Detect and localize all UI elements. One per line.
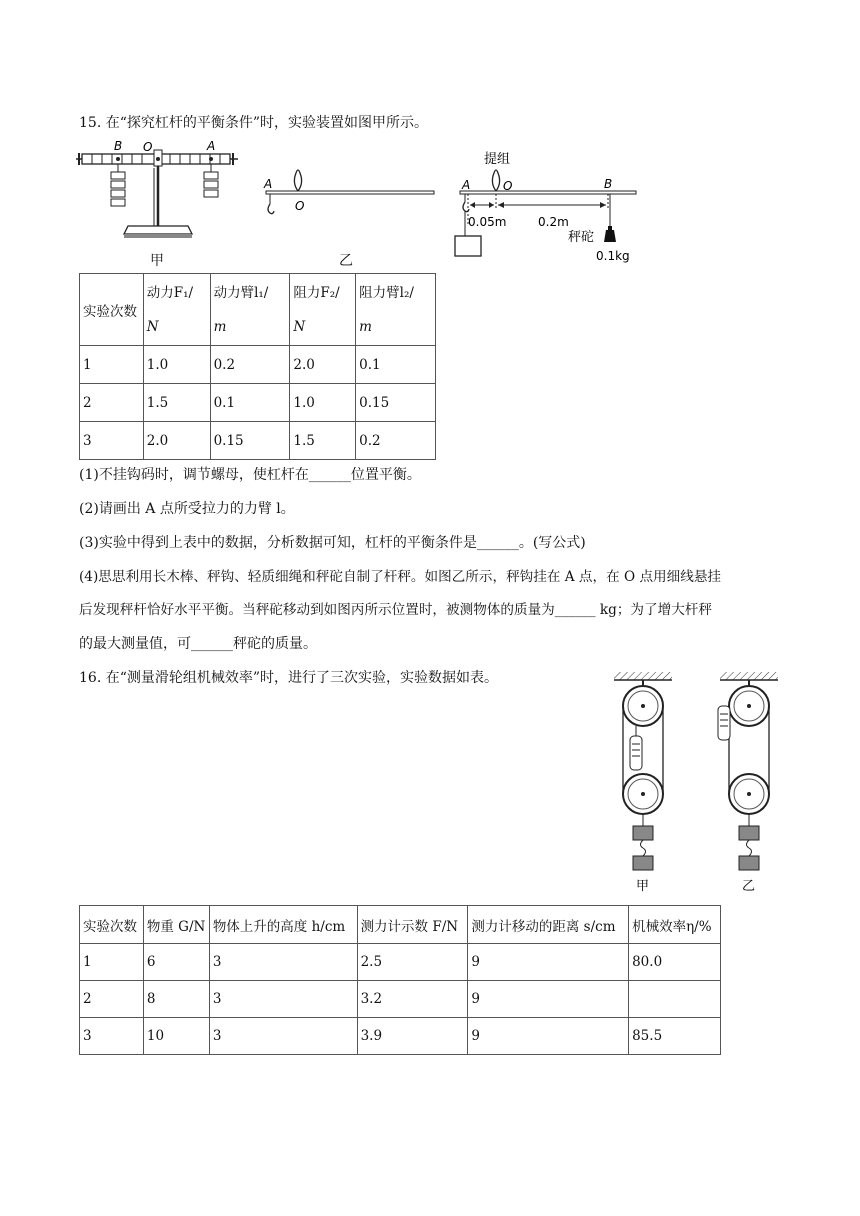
table-cell: 2 xyxy=(80,981,144,1018)
table-header-row xyxy=(80,274,436,346)
distance-label-1: 0.05m xyxy=(468,215,507,229)
distance-label-2: 0.2m xyxy=(538,215,569,229)
table-cell: 1.0 xyxy=(143,346,210,384)
fig-jia-label: 甲 xyxy=(150,253,164,269)
svg-text:O: O xyxy=(295,199,305,213)
pulley-yi xyxy=(718,672,778,894)
label-O: O xyxy=(143,140,153,154)
table-cell xyxy=(629,981,721,1018)
header-cell: 实验次数 xyxy=(80,906,144,944)
header-cell: 机械效率η/% xyxy=(629,906,721,944)
q15-intro: 15. 在“探究杠杆的平衡条件”时，实验装置如图甲所示。 xyxy=(79,115,429,131)
pulley-yi-label: 乙 xyxy=(742,879,756,894)
q16-intro: 16. 在“测量滑轮组机械效率”时，进行了三次实验，实验数据如表。 xyxy=(79,670,499,686)
table-cell: 6 xyxy=(143,944,209,981)
table-cell: 1.5 xyxy=(290,422,356,460)
pulley-data-table xyxy=(79,905,721,1055)
table-cell: 1 xyxy=(80,944,144,981)
fig-yi-label: 乙 xyxy=(339,253,353,269)
table-cell: 1.5 xyxy=(143,384,210,422)
table-row xyxy=(80,384,436,422)
pulley-jia xyxy=(614,672,672,894)
table-cell: 3 xyxy=(209,981,357,1018)
label-B: B xyxy=(114,139,123,153)
table-cell: 2.5 xyxy=(357,944,468,981)
header-cell: 测力计示数 F/N xyxy=(357,906,468,944)
label-A: A xyxy=(207,139,216,153)
q15-sub1: (1)不挂钩码时，调节螺母，使杠杆在______位置平衡。 xyxy=(79,467,421,483)
lever-apparatus-figure xyxy=(76,138,241,246)
table-cell: 2.0 xyxy=(290,346,356,384)
table-cell: 0.15 xyxy=(356,384,436,422)
table-row xyxy=(80,1018,721,1055)
tizu-label: 提组 xyxy=(484,152,511,167)
svg-text:A: A xyxy=(264,177,273,191)
header-cell: 物重 G/N xyxy=(143,906,209,944)
table-row xyxy=(80,422,436,460)
table-cell: 10 xyxy=(143,1018,209,1055)
table-cell: 3.2 xyxy=(357,981,468,1018)
header-cell: 测力计移动的距离 s/cm xyxy=(468,906,629,944)
table-row xyxy=(80,981,721,1018)
table-cell: 0.15 xyxy=(210,422,290,460)
chengtuo-label: 秤砣 xyxy=(568,230,595,245)
table-cell: 3.9 xyxy=(357,1018,468,1055)
table-cell: 3 xyxy=(80,1018,144,1055)
q15-sub2: (2)请画出 A 点所受拉力的力臂 l。 xyxy=(79,501,295,517)
table-cell: 0.2 xyxy=(210,346,290,384)
table-cell: 80.0 xyxy=(629,944,721,981)
table-row xyxy=(80,346,436,384)
header-cell: 动力臂l₁/ m xyxy=(210,274,290,346)
table-cell: 0.1 xyxy=(210,384,290,422)
table-cell: 0.2 xyxy=(356,422,436,460)
table-cell: 3 xyxy=(80,422,144,460)
table-cell: 8 xyxy=(143,981,209,1018)
pulley-system-figure xyxy=(612,666,784,898)
table-cell: 1 xyxy=(80,346,144,384)
svg-text:B: B xyxy=(604,177,613,191)
table-cell: 1.0 xyxy=(290,384,356,422)
svg-text:A: A xyxy=(462,178,471,192)
table-cell: 3 xyxy=(209,1018,357,1055)
lever-data-table xyxy=(79,273,436,460)
svg-text:O: O xyxy=(503,179,513,193)
header-cell: 阻力F₂/ N xyxy=(290,274,356,346)
q15-sub4-line3: 的最大测量值，可______秤砣的质量。 xyxy=(79,636,317,652)
header-cell: 阻力臂l₂/ m xyxy=(356,274,436,346)
steelyard-measuring-figure xyxy=(450,148,645,266)
table-cell: 9 xyxy=(468,944,629,981)
table-cell: 2 xyxy=(80,384,144,422)
mass-label: 0.1kg xyxy=(596,249,630,263)
pulley-jia-label: 甲 xyxy=(636,879,650,894)
header-cell: 物体上升的高度 h/cm xyxy=(209,906,357,944)
table-row xyxy=(80,944,721,981)
table-header-row xyxy=(80,906,721,944)
table-cell: 9 xyxy=(468,1018,629,1055)
table-cell: 9 xyxy=(468,981,629,1018)
q15-sub3: (3)实验中得到上表中的数据，分析数据可知，杠杆的平衡条件是______。(写公式) xyxy=(79,535,586,551)
q15-sub4-line1: (4)思思利用长木棒、秤钩、轻质细绳和秤砣自制了杆秤。如图乙所示，秤钩挂在 A 点，在 O 点用细线悬挂 xyxy=(79,569,722,585)
table-cell: 85.5 xyxy=(629,1018,721,1055)
steelyard-figure xyxy=(262,160,437,220)
q15-sub4-line2: 后发现秤杆恰好水平平衡。当秤砣移动到如图丙所示位置时，被测物体的质量为______ kg；为了增大杆秤 xyxy=(79,602,712,618)
header-cell: 动力F₁/ N xyxy=(143,274,210,346)
header-cell: 实验次数 xyxy=(80,274,144,346)
table-cell: 3 xyxy=(209,944,357,981)
table-cell: 0.1 xyxy=(356,346,436,384)
table-cell: 2.0 xyxy=(143,422,210,460)
